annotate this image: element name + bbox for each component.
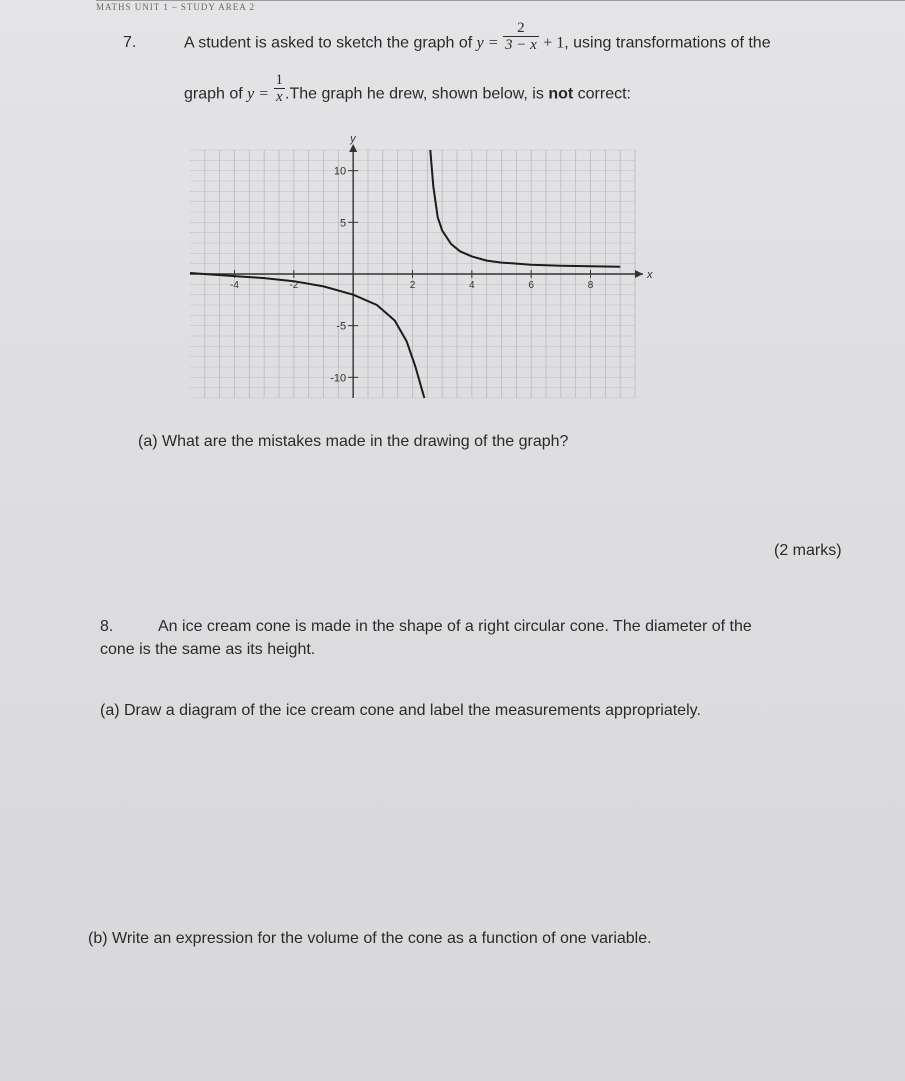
q7-marks: (2 marks) [774,542,842,559]
x-tick-label: 4 [469,280,475,291]
q7-eq-fraction [503,20,539,53]
x-tick-label: 2 [409,280,416,291]
q8-part-a: (a) Draw a diagram of the ice cream cone and label the measurements appropriately. [100,702,701,719]
y-tick-label: -5 [336,320,347,333]
x-tick-label: -2 [289,280,299,291]
q7-line2 [184,72,631,105]
incorrect-graph [180,130,653,410]
q7-eq2-denominator: x [275,89,283,105]
q7-eq-denominator: 3 − x [505,37,537,53]
right-branch-curve [430,150,620,267]
x-tick-label: -4 [230,280,239,291]
q8-line2: cone is the same as its height. [100,641,316,658]
q7-eq2-y: y = [247,85,270,103]
y-axis-label: y [350,133,356,145]
page-header: MATHS UNIT 1 – STUDY AREA 2 [96,2,256,12]
y-tick-label: 5 [340,217,347,230]
q7-eq2-fraction [274,72,286,105]
q7-eq-y: y = [476,34,499,52]
x-axis-label: x [647,269,653,281]
x-axis-arrow [635,270,643,278]
x-tick-label: 8 [587,280,594,291]
q7-eq-tail: + 1 [543,34,565,52]
q7-line2-before: graph of [184,85,243,103]
x-tick-label: 6 [528,280,534,291]
q7-line1 [184,20,771,53]
q7-eq-numerator: 2 [503,20,539,37]
y-axis-arrow [349,144,357,152]
q7-correct-word: correct: [577,85,631,103]
y-tick-label: 10 [333,165,347,178]
q7-not-word: not [548,85,574,103]
q8-part-b: (b) Write an expression for the volume of the cone as a function of one variable. [88,930,652,947]
left-branch-curve [190,273,424,398]
q8-number: 8. [100,618,114,635]
q7-part-a: (a) What are the mistakes made in the drawing of the graph? [138,433,569,450]
q8-line1: An ice cream cone is made in the shape of a right circular cone. The diameter of the [158,618,752,635]
q7-number: 7. [123,34,137,51]
q7-line2-after: .The graph he drew, shown below, is [285,85,544,103]
header-rule [96,0,905,1]
q7-eq2-numerator: 1 [275,72,284,88]
q7-line1-after: , using transformations of the [564,34,771,52]
y-tick-label: -10 [330,372,347,385]
q7-line1-before: A student is asked to sketch the graph of [184,34,473,52]
